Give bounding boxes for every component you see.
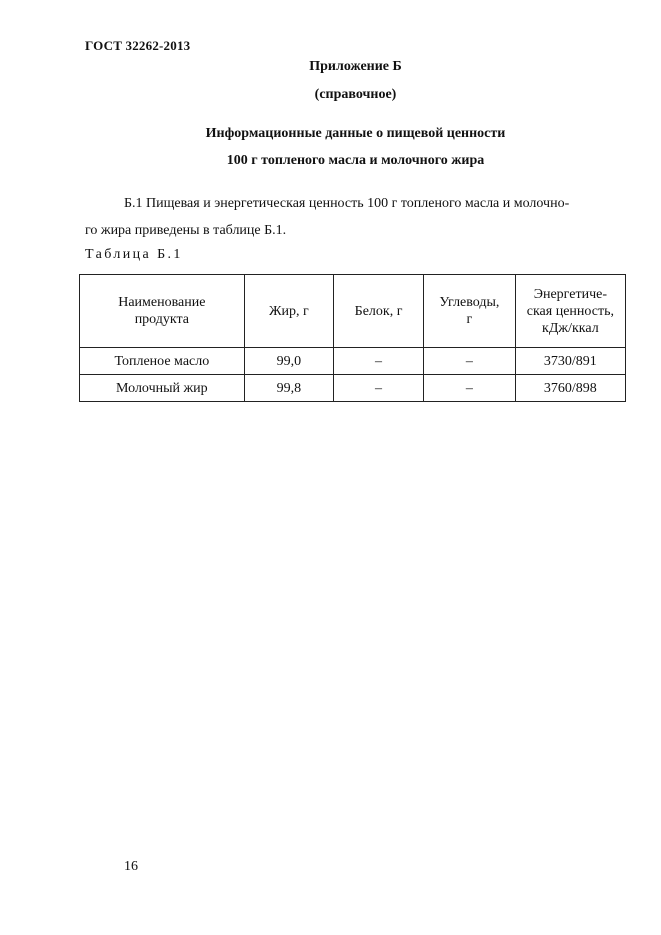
header-energy-line1: Энергетиче- [533,286,607,302]
header-product-name-line2: продукта [134,312,190,327]
header-energy-line3: кДж/ккал [542,320,599,336]
intro-paragraph [85,190,626,244]
header-protein: Белок, г [334,275,424,348]
cell-carbs: – [424,375,516,402]
section-heading-line2: 100 г топленого масла и молочного жира [226,153,485,168]
table-header-row [80,275,626,348]
section-heading-line1: Информационные данные о пищевой ценности [205,126,506,141]
header-carbs-line2: г [466,312,473,327]
annex-subtitle: (справочное) [314,87,397,102]
header-product-name [80,275,245,348]
cell-fat: 99,8 [244,375,333,402]
cell-energy: 3760/898 [515,375,625,402]
cell-fat: 99,0 [244,348,333,375]
table-row [80,375,626,402]
nutrition-table [79,274,626,402]
header-energy-line2: ская ценность, [526,303,614,319]
table-caption: Таблица Б.1 [85,247,183,262]
cell-energy: 3730/891 [515,348,625,375]
cell-protein: – [334,348,424,375]
intro-paragraph-line1: Б.1 Пищевая и энергетическая ценность 100 г топленого масла и молочно- [124,196,570,211]
header-energy [515,275,625,348]
cell-carbs: – [424,348,516,375]
annex-title: Приложение Б [309,59,402,74]
cell-product-name: Молочный жир [80,375,245,402]
header-product-name-line1: Наименование [118,295,206,310]
intro-paragraph-line2: го жира приведены в таблице Б.1. [85,223,287,238]
header-carbs-line1: Углеводы, [439,295,500,310]
cell-product-name: Топленое масло [80,348,245,375]
page-number: 16 [124,859,138,874]
cell-protein: – [334,375,424,402]
table-row [80,348,626,375]
header-carbs [424,275,516,348]
header-fat: Жир, г [244,275,333,348]
document-code: ГОСТ 32262-2013 [85,38,191,53]
